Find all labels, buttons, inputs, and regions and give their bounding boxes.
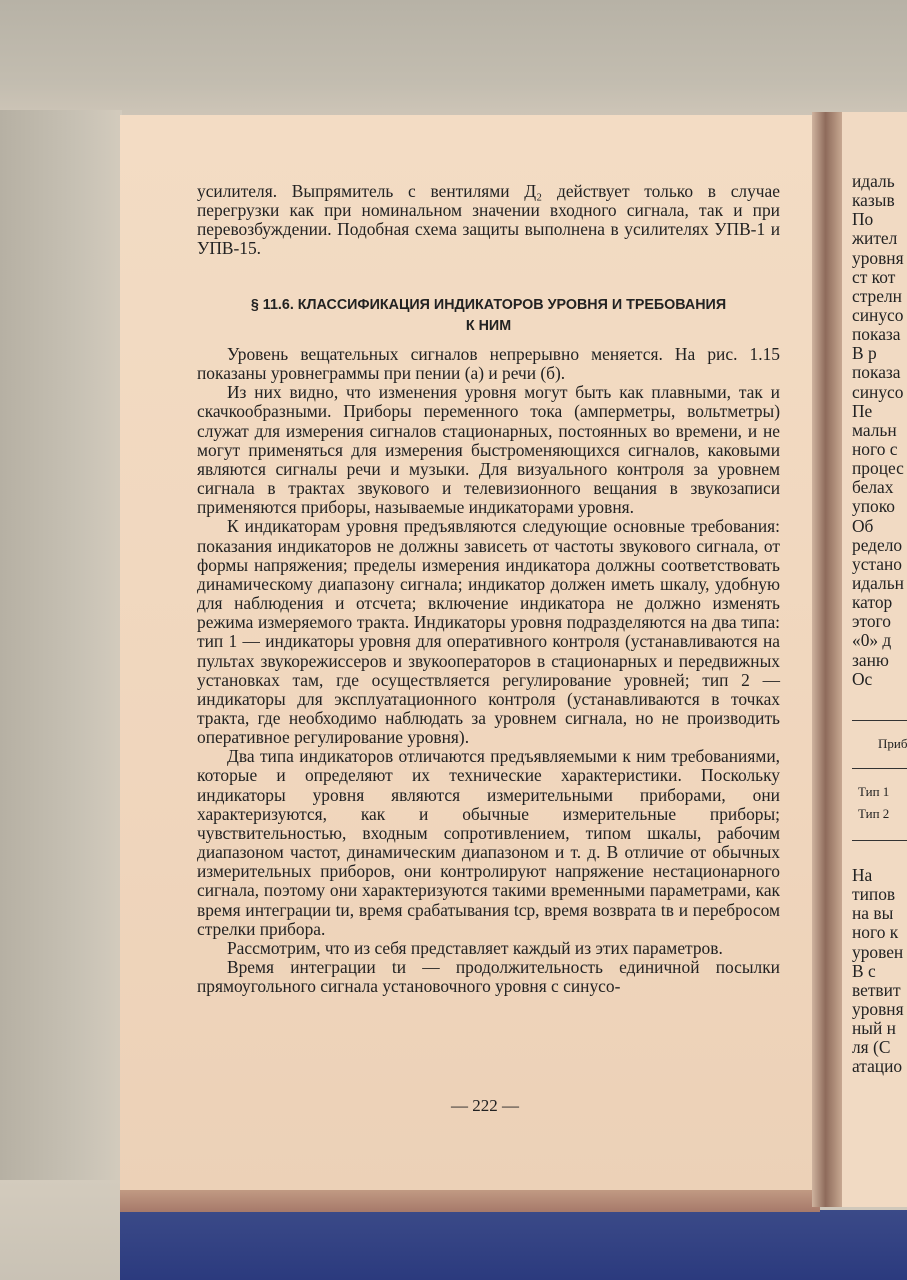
right-line: идаль — [852, 172, 895, 191]
scan-background-top — [0, 0, 907, 120]
intro-paragraph — [197, 182, 780, 259]
section-heading — [197, 295, 780, 337]
right-line: ный н — [852, 1018, 896, 1039]
right-line: атацио — [852, 1056, 903, 1077]
right-line: уровня — [852, 247, 904, 268]
right-line: Ос — [852, 668, 873, 689]
scan-background-left — [0, 110, 122, 1280]
table-rule-top — [852, 720, 907, 721]
right-page-text-lower — [852, 866, 907, 1077]
book-spine — [812, 112, 842, 1207]
right-line: упоко — [852, 496, 895, 517]
right-line: редело — [852, 534, 903, 555]
right-page-text — [852, 172, 907, 689]
right-line: устано — [852, 553, 902, 574]
right-line: уровня — [852, 998, 904, 1019]
right-line: жител — [852, 228, 898, 249]
heading-line-1: § 11.6. КЛАССИФИКАЦИЯ ИНДИКАТОРОВ УРОВНЯ И ТРЕБОВАНИЯ — [250, 297, 727, 313]
right-line: На — [852, 866, 873, 885]
right-line: ного с — [852, 438, 898, 459]
paragraph: Два типа индикаторов отличаются предъявляемыми к ним требованиями, которые и определяют их технические характеристики. Поскольку индикаторы уровня являются измерительными приборами, они характеризуются, как и обычные измерительные приборы; чувствительностью, входным сопротивлением, типом шкалы, рабочим диапазоном частот, динамическим диапазоном и т. д. В отличие от обычных измерительных приборов, они контролируют напряжение нестационарного сигнала, поэтому они характеризуются такими временными параметрами, как время интеграции tи, время срабатывания tср, время возврата tв и перебросом стрелки прибора. — [197, 746, 780, 939]
right-line: В с — [852, 960, 876, 981]
right-line: катор — [852, 592, 893, 613]
paragraph: Уровень вещательных сигналов непрерывно меняется. На рис. 1.15 показаны уровнеграммы при пении (а) и речи (б). — [197, 344, 780, 384]
table-rule-mid — [852, 768, 907, 769]
right-line: идальн — [852, 572, 904, 593]
table-row-label: Тип 2 — [858, 806, 890, 821]
right-line: ветвит — [852, 979, 901, 1000]
paragraph: Время интеграции tи — продолжительность единичной посылки прямоугольного сигнала установочного уровня с синусо- — [197, 957, 780, 997]
right-line: ст кот — [852, 266, 896, 287]
right-line: показа — [852, 362, 901, 383]
right-line: на вы — [852, 903, 894, 924]
table-header: Приб — [878, 736, 907, 751]
table-row-label: Тип 1 — [858, 784, 890, 799]
right-line: белах — [852, 477, 894, 498]
right-line: мальн — [852, 419, 897, 440]
right-line: типов — [852, 884, 896, 905]
right-line: заню — [852, 649, 889, 670]
paragraph: К индикаторам уровня предъявляются следующие основные требования: показания индикаторов не должны зависеть от частоты звукового сигнала, от формы напряжения; пределы измерения индикатора должны соответствовать динамическому диапазону сигнала; индикатор должен иметь шкалу, удобную для наблюдения и отсчета; включение индикатора не должно изменять режима измеряемого тракта. Индикаторы уровня подразделяются на два типа: тип 1 — индикаторы уровня для оперативного контроля (устанавливаются на пультах звукорежиссеров и звукооператоров в стационарных и передвижных установках там, где осуществляется регулирование уровней; тип 2 — индикаторы для эксплуатационного контроля (устанавливаются в точках тракта, где необходимо наблюдать за уровнем сигнала, но не производить оперативное регулирование уровня). — [197, 516, 780, 748]
page-number: — 222 — — [451, 1096, 519, 1115]
page-edge — [120, 1190, 820, 1212]
right-line: уровен — [852, 941, 904, 962]
section-body — [197, 345, 780, 996]
right-line: По — [852, 209, 874, 230]
book-cover-edge — [120, 1210, 907, 1280]
right-line: Пе — [852, 400, 873, 421]
right-line: показа — [852, 324, 901, 345]
right-line: этого — [852, 611, 891, 632]
paragraph: Из них видно, что изменения уровня могут быть как плавными, так и скачкообразными. Приборы переменного тока (амперметры, вольтметры) служат для измерения сигналов стационарных, постоянных во времени, и не могут применяться для измерения быстроменяющихся сигналов, каковыми являются сигналы речи и музыки. Для визуального контроля за уровнем сигнала в трактах звукового и телевизионного вещания в звукозаписи применяются приборы, называемые индикаторами уровня. — [197, 382, 780, 518]
table-rule-bottom — [852, 840, 907, 841]
right-line: синусо — [852, 304, 904, 325]
intro-text: усилителя. Выпрямитель с вентилями Д₂ действует только в случае перегрузки как при номинальном значении входного сигнала, так и при перевозбуждении. Подобная схема защиты выполнена в усилителях УПВ-1 и УПВ-15. — [197, 181, 780, 259]
right-line: В р — [852, 343, 877, 364]
right-line: Об — [852, 515, 874, 536]
right-line: стрелн — [852, 285, 902, 306]
paragraph: Рассмотрим, что из себя представляет каждый из этих параметров. — [227, 937, 723, 958]
right-line: ля (С — [852, 1037, 891, 1058]
right-line: «0» д — [852, 630, 892, 651]
right-line: ного к — [852, 922, 899, 943]
right-line: синусо — [852, 381, 904, 402]
right-line: казыв — [852, 190, 895, 211]
heading-line-2: К НИМ — [465, 318, 512, 334]
right-line: процес — [852, 458, 904, 479]
